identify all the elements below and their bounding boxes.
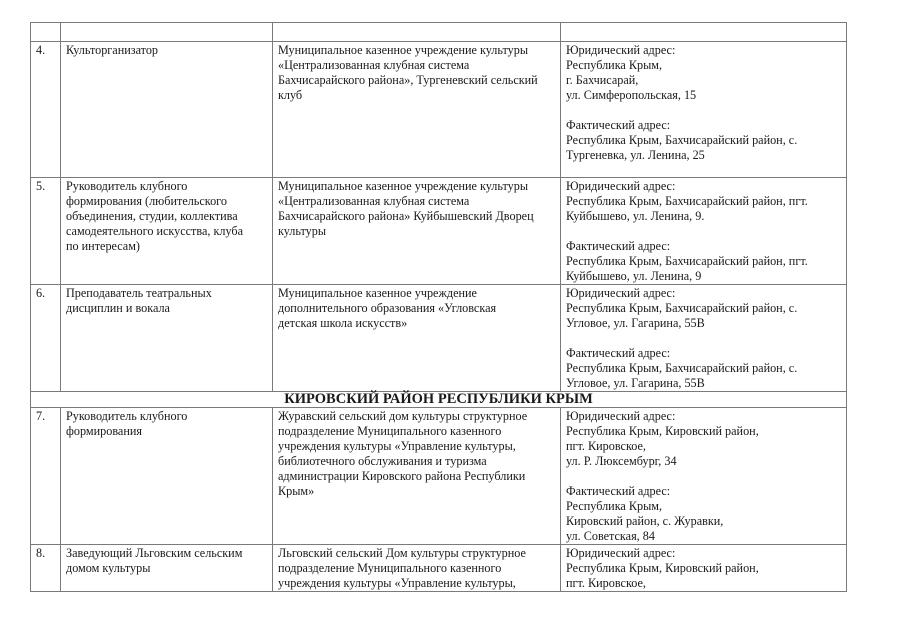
- position-line: самодеятельного искусства, клуба: [66, 224, 244, 238]
- actual-address-line: Республика Крым, Бахчисарайский район, с.: [566, 361, 798, 375]
- position-line: домом культуры: [66, 561, 151, 575]
- actual-address-label: Фактический адрес:: [566, 484, 671, 498]
- legal-address-line: Куйбышево, ул. Ленина, 9.: [566, 209, 705, 223]
- legal-address-line: ул. Р. Люксембург, 34: [566, 454, 677, 468]
- position-line: дисциплин и вокала: [66, 301, 170, 315]
- position-line: Руководитель клубного: [66, 409, 188, 423]
- legal-address-line: пгт. Кировское,: [566, 439, 646, 453]
- actual-address-line: Куйбышево, ул. Ленина, 9: [566, 269, 702, 283]
- legal-address-line: Республика Крым, Кировский район,: [566, 424, 759, 438]
- legal-address-line: Республика Крым,: [566, 58, 663, 72]
- org-line: учреждения культуры «Управление культуры,: [278, 576, 516, 590]
- org-line: Бахчисарайского района», Тургеневский сельский: [278, 73, 538, 87]
- legal-address-line: Угловое, ул. Гагарина, 55В: [566, 316, 705, 330]
- org-line: учреждения культуры «Управление культуры,: [278, 439, 516, 453]
- table-row: [31, 42, 847, 178]
- row-number: 7.: [31, 408, 61, 545]
- actual-address-line: Республика Крым, Бахчисарайский район, с.: [566, 133, 798, 147]
- section-header-row: [31, 392, 847, 408]
- legal-address-label: Юридический адрес:: [566, 409, 676, 423]
- position-title: [61, 408, 273, 545]
- actual-address-label: Фактический адрес:: [566, 346, 671, 360]
- organization-name: [273, 42, 561, 178]
- actual-address-line: ул. Советская, 84: [566, 529, 655, 543]
- organization-name: [273, 285, 561, 392]
- position-line: Заведующий Льговским сельским: [66, 546, 243, 560]
- legal-address-line: пгт. Кировское,: [566, 576, 646, 590]
- position-line: по интересам): [66, 239, 140, 253]
- table-row: [31, 285, 847, 392]
- org-line: «Централизованная клубная система: [278, 194, 470, 208]
- position-title: [61, 545, 273, 592]
- position-line: Руководитель клубного: [66, 179, 188, 193]
- table-row: [31, 408, 847, 545]
- section-title: КИРОВСКИЙ РАЙОН РЕСПУБЛИКИ КРЫМ: [31, 392, 847, 408]
- legal-address-line: Республика Крым, Бахчисарайский район, с.: [566, 301, 798, 315]
- legal-address-line: Республика Крым, Бахчисарайский район, пгт.: [566, 194, 808, 208]
- position-line: формирования (любительского: [66, 194, 227, 208]
- org-line: Муниципальное казенное учреждение: [278, 286, 477, 300]
- vacancy-table: [30, 22, 847, 592]
- legal-address-label: Юридический адрес:: [566, 286, 676, 300]
- address-cell: [561, 285, 847, 392]
- cell-empty: [61, 23, 273, 42]
- row-number: 4.: [31, 42, 61, 178]
- cell-empty: [273, 23, 561, 42]
- position-line: формирования: [66, 424, 142, 438]
- org-line: администрации Кировского района Республики: [278, 469, 526, 483]
- actual-address-line: Кировский район, с. Журавки,: [566, 514, 724, 528]
- org-line: Муниципальное казенное учреждение культуры: [278, 43, 529, 57]
- row-number: 8.: [31, 545, 61, 592]
- position-title: Культорганизатор: [61, 42, 273, 178]
- org-line: культуры: [278, 224, 327, 238]
- org-line: клуб: [278, 88, 303, 102]
- actual-address-line: Тургеневка, ул. Ленина, 25: [566, 148, 705, 162]
- address-cell: [561, 545, 847, 592]
- actual-address-label: Фактический адрес:: [566, 239, 671, 253]
- org-line: Крым»: [278, 484, 315, 498]
- legal-address-label: Юридический адрес:: [566, 43, 676, 57]
- org-line: Льговский сельский Дом культуры структурное: [278, 546, 526, 560]
- table-row-continuation: [31, 23, 847, 42]
- address-cell: [561, 178, 847, 285]
- address-cell: [561, 408, 847, 545]
- org-line: библиотечного обслуживания и туризма: [278, 454, 487, 468]
- organization-name: [273, 178, 561, 285]
- cell-empty: [561, 23, 847, 42]
- position-title: [61, 285, 273, 392]
- actual-address-line: Республика Крым,: [566, 499, 663, 513]
- position-line: Преподаватель театральных: [66, 286, 212, 300]
- table-row: [31, 545, 847, 592]
- actual-address-line: Республика Крым, Бахчисарайский район, пгт.: [566, 254, 808, 268]
- position-title: [61, 178, 273, 285]
- org-line: Бахчисарайского района» Куйбышевский Дворец: [278, 209, 534, 223]
- org-line: детская школа искусств»: [278, 316, 408, 330]
- row-number: 6.: [31, 285, 61, 392]
- legal-address-line: ул. Симферопольская, 15: [566, 88, 697, 102]
- legal-address-label: Юридический адрес:: [566, 546, 676, 560]
- legal-address-label: Юридический адрес:: [566, 179, 676, 193]
- org-line: Муниципальное казенное учреждение культуры: [278, 179, 529, 193]
- organization-name: [273, 408, 561, 545]
- actual-address-line: Угловое, ул. Гагарина, 55В: [566, 376, 705, 390]
- cell-empty: [31, 23, 61, 42]
- org-line: дополнительного образования «Угловская: [278, 301, 497, 315]
- table-row: [31, 178, 847, 285]
- org-line: Журавский сельский дом культуры структурное: [278, 409, 528, 423]
- legal-address-line: г. Бахчисарай,: [566, 73, 639, 87]
- org-line: подразделение Муниципального казенного: [278, 561, 502, 575]
- position-line: объединения, студии, коллектива: [66, 209, 238, 223]
- organization-name: [273, 545, 561, 592]
- address-cell: [561, 42, 847, 178]
- org-line: «Централизованная клубная система: [278, 58, 470, 72]
- row-number: 5.: [31, 178, 61, 285]
- actual-address-label: Фактический адрес:: [566, 118, 671, 132]
- legal-address-line: Республика Крым, Кировский район,: [566, 561, 759, 575]
- org-line: подразделение Муниципального казенного: [278, 424, 502, 438]
